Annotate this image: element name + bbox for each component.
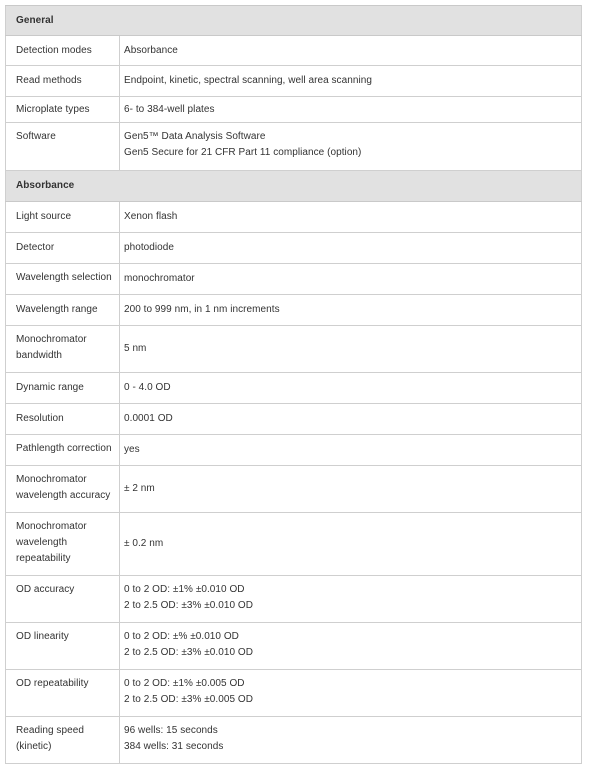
spec-value-line: 2 to 2.5 OD: ±3% ±0.010 OD	[124, 600, 254, 611]
spec-row-pathlength-correction	[6, 435, 582, 466]
spec-row-software	[6, 123, 582, 171]
section-header-absorbance	[6, 171, 582, 202]
spec-label: Dynamic range	[6, 373, 120, 404]
specifications-body	[6, 6, 582, 764]
spec-value-line: Absorbance	[124, 44, 178, 56]
spec-label: OD linearity	[6, 623, 120, 670]
spec-value	[120, 373, 582, 404]
spec-value	[120, 97, 582, 123]
spec-row-resolution	[6, 404, 582, 435]
spec-value-line: Gen5 Secure for 21 CFR Part 11 compliance (option)	[124, 147, 362, 158]
spec-value-line: Xenon flash	[124, 211, 178, 222]
spec-label: Wavelength range	[6, 295, 120, 326]
spec-label: Detector	[6, 233, 120, 264]
spec-value	[120, 717, 582, 764]
spec-row-wavelength-range	[6, 295, 582, 326]
spec-value	[120, 513, 582, 576]
spec-row-reading-speed-kinetic	[6, 717, 582, 764]
spec-label: Reading speed (kinetic)	[6, 717, 120, 764]
spec-row-monochromator-bandwidth	[6, 326, 582, 373]
specifications-table	[5, 5, 582, 764]
spec-row-od-repeatability	[6, 670, 582, 717]
spec-row-monochromator-wavelength-accuracy	[6, 466, 582, 513]
spec-value	[120, 36, 582, 66]
spec-value-line: ± 2 nm	[124, 483, 155, 494]
spec-value	[120, 264, 582, 295]
spec-label: Microplate types	[6, 97, 120, 123]
section-title: Absorbance	[6, 171, 582, 202]
spec-value	[120, 466, 582, 513]
spec-row-light-source	[6, 202, 582, 233]
spec-label: Monochromator wavelength accuracy	[6, 466, 120, 513]
spec-value-line: 200 to 999 nm, in 1 nm increments	[124, 304, 280, 315]
spec-value-line: ± 0.2 nm	[124, 538, 164, 549]
spec-row-od-accuracy	[6, 576, 582, 623]
spec-value-line: yes	[124, 444, 140, 455]
spec-value	[120, 576, 582, 623]
spec-row-read-methods	[6, 66, 582, 97]
spec-label: Resolution	[6, 404, 120, 435]
spec-value-line: 384 wells: 31 seconds	[124, 741, 224, 752]
spec-value	[120, 123, 582, 171]
spec-value-line: 96 wells: 15 seconds	[124, 725, 218, 736]
spec-value	[120, 670, 582, 717]
spec-value-line: 6- to 384-well plates	[124, 103, 215, 115]
spec-value	[120, 295, 582, 326]
spec-value-line: 5 nm	[124, 343, 147, 354]
spec-value-line: 0 to 2 OD: ±% ±0.010 OD	[124, 631, 239, 642]
section-title: General	[6, 6, 582, 36]
spec-value-line: 0 to 2 OD: ±1% ±0.010 OD	[124, 584, 245, 595]
spec-label: Software	[6, 123, 120, 171]
spec-value-line: photodiode	[124, 242, 174, 253]
spec-label: Detection modes	[6, 36, 120, 66]
spec-value-line: 0 to 2 OD: ±1% ±0.005 OD	[124, 678, 245, 689]
spec-value-line: 2 to 2.5 OD: ±3% ±0.005 OD	[124, 694, 254, 705]
spec-value	[120, 623, 582, 670]
section-header-general	[6, 6, 582, 36]
spec-value-line: 0 - 4.0 OD	[124, 382, 171, 393]
spec-label: Monochromator wavelength repeatability	[6, 513, 120, 576]
spec-value	[120, 326, 582, 373]
spec-row-monochromator-wavelength-repeatability	[6, 513, 582, 576]
spec-label: OD repeatability	[6, 670, 120, 717]
spec-value-line: 0.0001 OD	[124, 413, 173, 424]
spec-label: Pathlength correction	[6, 435, 120, 466]
spec-value	[120, 66, 582, 97]
spec-label: Read methods	[6, 66, 120, 97]
spec-row-wavelength-selection	[6, 264, 582, 295]
spec-row-detector	[6, 233, 582, 264]
spec-value	[120, 202, 582, 233]
spec-row-od-linearity	[6, 623, 582, 670]
spec-label: OD accuracy	[6, 576, 120, 623]
spec-value-line: Endpoint, kinetic, spectral scanning, well area scanning	[124, 75, 372, 86]
spec-value-line: 2 to 2.5 OD: ±3% ±0.010 OD	[124, 647, 254, 658]
spec-value	[120, 435, 582, 466]
spec-value	[120, 404, 582, 435]
spec-label: Light source	[6, 202, 120, 233]
spec-value-line: Gen5™ Data Analysis Software	[124, 131, 266, 142]
spec-label: Wavelength selection	[6, 264, 120, 295]
spec-value-line: monochromator	[124, 273, 195, 284]
spec-row-detection-modes	[6, 36, 582, 66]
spec-row-dynamic-range	[6, 373, 582, 404]
spec-row-microplate-types	[6, 97, 582, 123]
spec-label: Monochromator bandwidth	[6, 326, 120, 373]
spec-value	[120, 233, 582, 264]
